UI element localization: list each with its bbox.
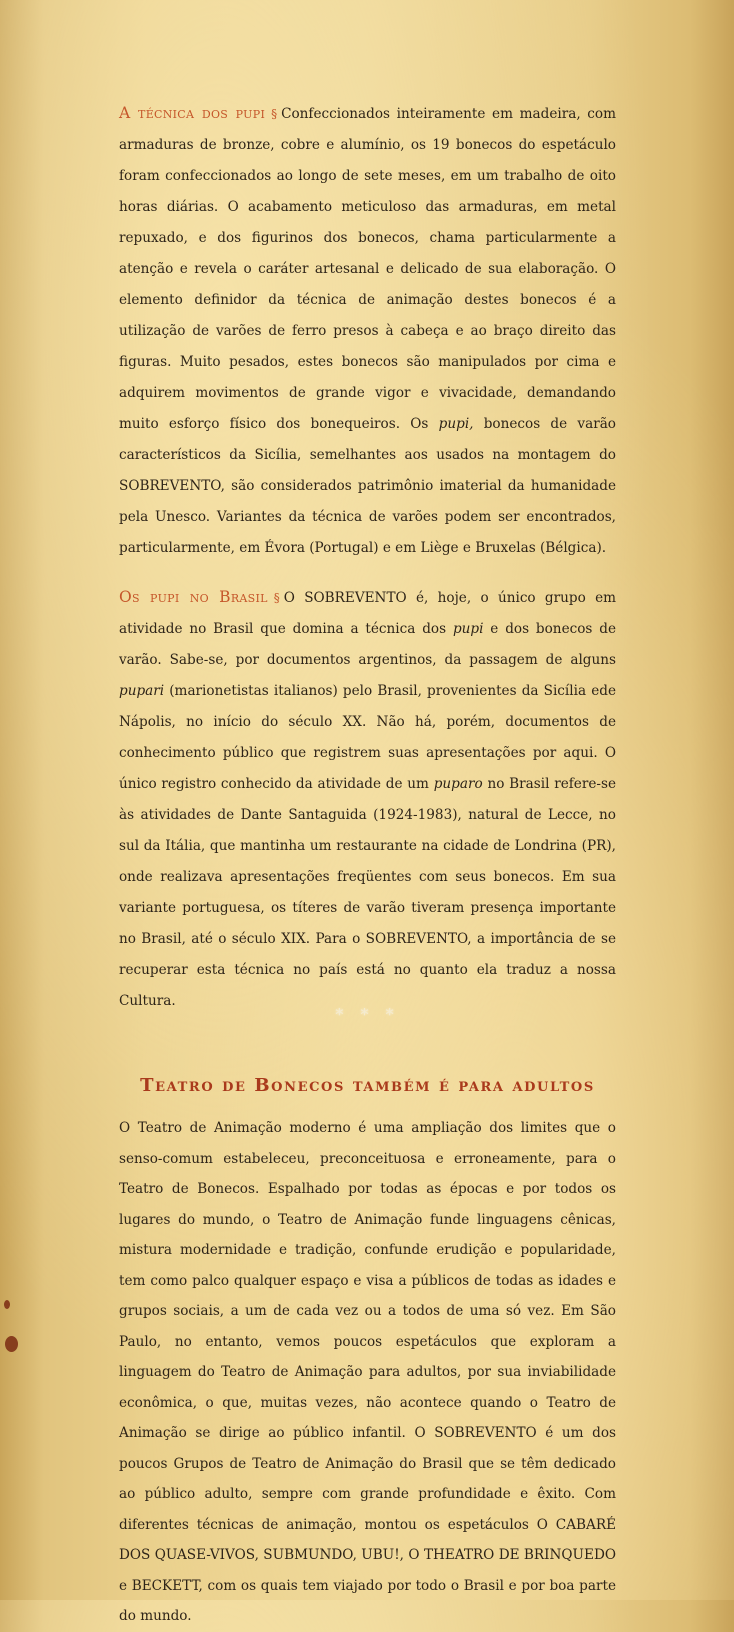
italic-term: pupi (452, 621, 484, 637)
section-body-text: Confeccionados inteiramente em madeira, com armaduras de bronze, cobre e alumínio, os 19 bonecos do espetáculo foram confeccionados ao longo de sete meses, em um trabalho de oito horas diárias. O acabamento meticuloso das armaduras, em metal repuxado, e dos figurinos dos bonecos, chama particularmente a atenção e revela o caráter artesanal e delicado de sua elaboração. O elemento definidor da técnica de animação destes bonecos é a utilização de varões de ferro presos à cabeça e ao braço direito das figuras. Muito pesados, estes bonecos são manipulados por cima e adquirem movimentos de grande vigor e vivacidade, demandando muito esforço físico dos bonequeiros. (119, 106, 616, 432)
section-divider-stars: * * * (335, 1005, 400, 1024)
stain-mark (4, 1300, 10, 1309)
section-body-text: e dos bonecos de varão. Sabe-se, por documentos argentinos, da passagem de alguns (119, 621, 616, 668)
italic-term: puparo (433, 776, 483, 792)
section-body-text: (marionetistas italianos) pelo Brasil, provenientes da Sicília ede Nápolis, no início do século XX. Não há, porém, documentos de conhecimento público que registrem suas apresentações por aqui. O único registro conhecido da atividade de um (119, 683, 616, 792)
section-body-text: bonecos de varão característicos da Sicília, semelhantes aos usados na montagem do SOBREVENTO, são considerados patrimônio imaterial da humanidade pela Unesco. Variantes da técnica de varões podem ser encontrados, particularmente, em Évora (Portugal) e em Liège e Bruxelas (Bélgica). (119, 416, 616, 556)
paragraph-adult-puppetry: O Teatro de Animação moderno é uma ampliação dos limites que o senso-comum estabeleceu, preconceituosa e erroneamente, para o Teatro de Bonecos. Espalhado por todas as épocas e por todos os lugares do mundo, o Teatro de Animação funde linguagens cênicas, mistura modernidade e tradição, confunde erudição e popularidade, tem como palco qualquer espaço e visa a públicos de todas as idades e grupos sociais, a um de cada vez ou a todos de uma só vez. Em São Paulo, no entanto, vemos poucos espetáculos que exploram a linguagem do Teatro de Animação para adultos, por sua inviabilidade econômica, o que, muitas vezes, não acontece quando o Teatro de Animação se dirige ao público infantil. O SOBREVENTO é um dos poucos Grupos de Teatro de Animação do Brasil que se têm dedicado ao público adulto, sempre com grande profundidade e êxito. Com diferentes técnicas de animação, montou os espetáculos O CABARÉ DOS QUASE-VIVOS, SUBMUNDO, UBU!, O THEATRO DE BRINQUEDO e BECKETT, com os quais tem viajado por todo o Brasil e por boa parte do mundo. (119, 1120, 616, 1624)
page-content (119, 98, 617, 1624)
italic-term: pupi, (438, 416, 474, 432)
section-pupi-technique (119, 98, 616, 564)
section-body-text: Os (410, 416, 439, 432)
paragraph-pupi-technique (119, 98, 616, 564)
paragraph-pupi-brazil (119, 582, 616, 1017)
section-mark: § (271, 107, 278, 121)
section-mark: § (273, 591, 280, 605)
italic-term: pupari (119, 683, 165, 699)
section-heading-pupi-technique: A técnica dos pupi (119, 104, 266, 122)
stain-mark (5, 1336, 18, 1352)
section-pupi-brazil (119, 582, 616, 1017)
section-heading-pupi-brazil: Os pupi no Brasil (119, 588, 268, 606)
section-heading-adult-puppetry: Teatro de Bonecos também é para adultos (140, 1074, 595, 1096)
section-adult-puppetry (119, 1113, 616, 1632)
section-body-text: O SOBREVENTO é, hoje, o único grupo em atividade no Brasil que domina a técnica dos (119, 590, 617, 637)
section-body-text: no Brasil refere-se às atividades de Dante Santaguida (1924-1983), natural de Lecce, no sul da Itália, que mantinha um restaurante na cidade de Londrina (PR), onde realizava apresentações freqüentes com seus bonecos. Em sua variante portuguesa, os títeres de varão tiveram presença importante no Brasil, até o século XIX. Para o SOBREVENTO, a importância de se recuperar esta técnica no país está no quanto ela traduz a nossa Cultura. (119, 776, 616, 1009)
